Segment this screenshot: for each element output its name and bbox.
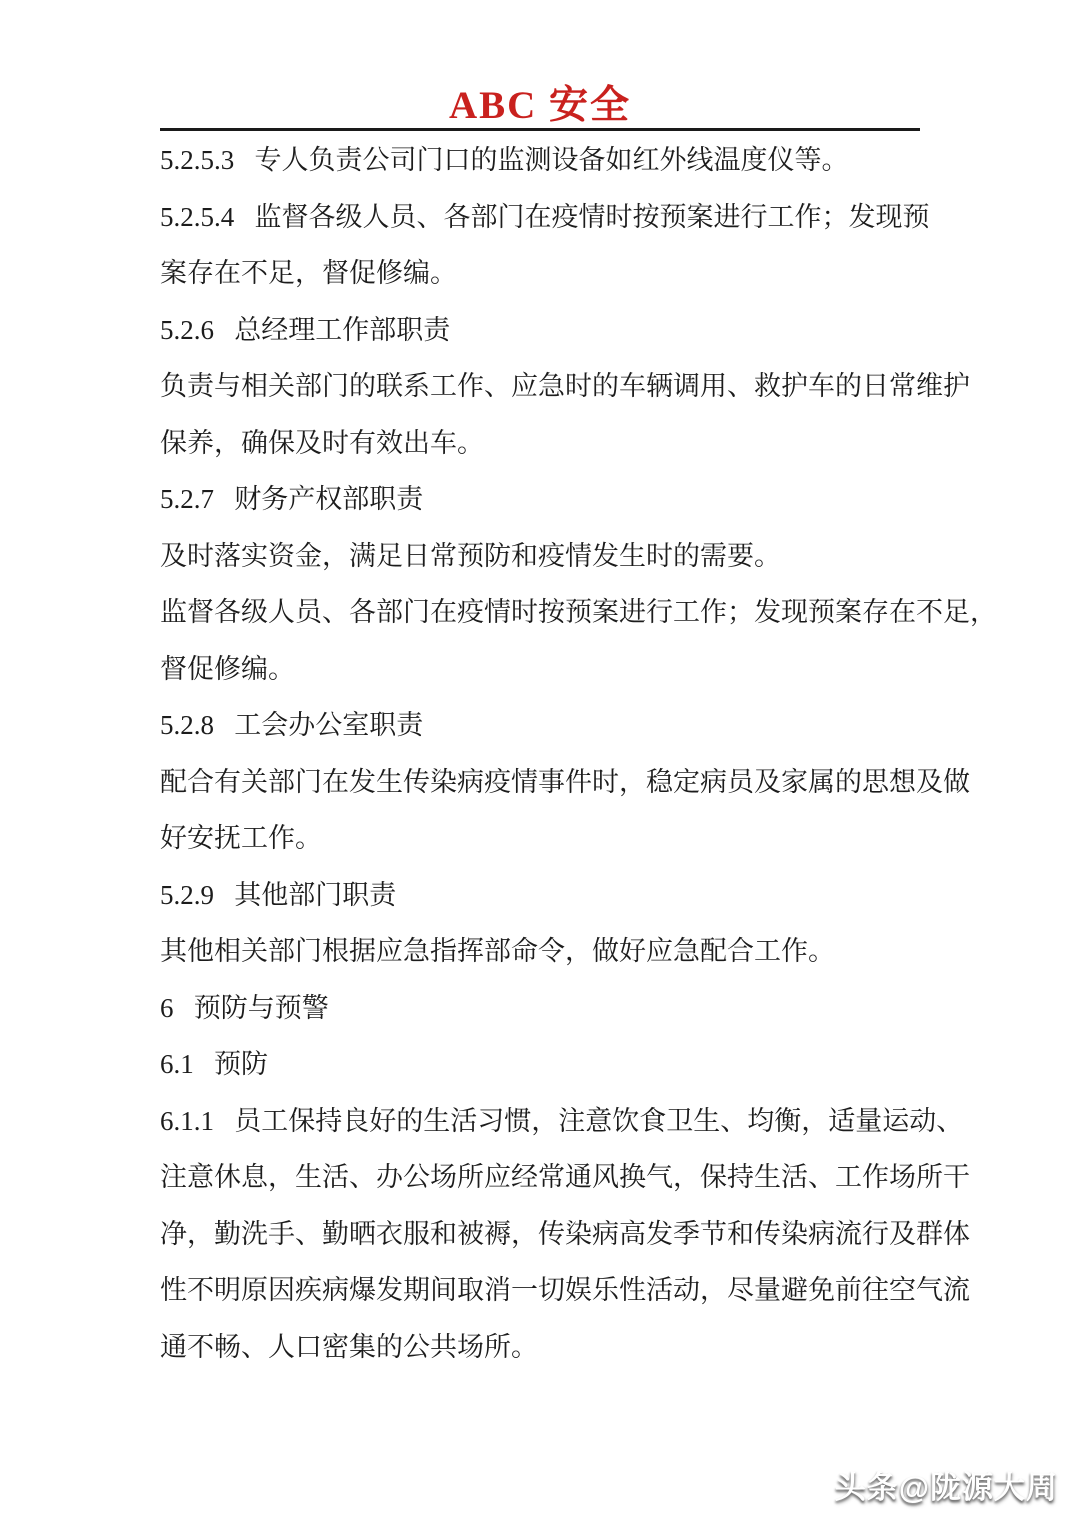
watermark: 头条@陇源大周	[834, 1470, 1058, 1505]
document-line: 注意休息，生活、办公场所应经常通风换气，保持生活、工作场所干	[160, 1162, 970, 1192]
document-line: 通不畅、人口密集的公共场所。	[160, 1331, 538, 1362]
document-line: 监督各级人员、各部门在疫情时按预案进行工作；发现预案存在不足，	[160, 597, 997, 627]
document-line: 及时落实资金，满足日常预防和疫情发生时的需要。	[160, 540, 781, 571]
document-line: 5.2.7 财务产权部职责	[160, 484, 424, 514]
document-line: 5.2.5.4 监督各级人员、各部门在疫情时按预案进行工作；发现预	[160, 201, 930, 232]
document-line: 负责与相关部门的联系工作、应急时的车辆调用、救护车的日常维护	[160, 371, 970, 401]
document-line: 6.1 预防	[160, 1049, 268, 1079]
header-divider	[160, 128, 920, 131]
document-line: 6 预防与预警	[160, 992, 329, 1023]
document-line: 5.2.9 其他部门职责	[160, 879, 397, 910]
document-line: 配合有关部门在发生传染病疫情事件时，稳定病员及家属的思想及做	[160, 766, 970, 797]
document-line: 好安抚工作。	[160, 823, 322, 853]
document-line: 其他相关部门根据应急指挥部命令，做好应急配合工作。	[160, 936, 835, 966]
document-line: 督促修编。	[160, 653, 295, 684]
document-line: 6.1.1 员工保持良好的生活习惯，注意饮食卫生、均衡，适量运动、	[160, 1105, 964, 1136]
document-line: 5.2.8 工会办公室职责	[160, 710, 424, 740]
document-header-title: ABC 安全	[448, 84, 632, 127]
document-line: 保养，确保及时有效出车。	[160, 427, 484, 458]
document-line: 案存在不足，督促修编。	[160, 258, 457, 288]
document-line: 5.2.5.3 专人负责公司门口的监测设备如红外线温度仪等。	[160, 145, 849, 175]
document-line: 性不明原因疾病爆发期间取消一切娱乐性活动，尽量避免前往空气流	[160, 1275, 970, 1305]
document-body	[160, 132, 997, 1375]
document-line: 5.2.6 总经理工作部职责	[160, 314, 451, 345]
document-line: 净，勤洗手、勤晒衣服和被褥，传染病高发季节和传染病流行及群体	[160, 1218, 970, 1249]
